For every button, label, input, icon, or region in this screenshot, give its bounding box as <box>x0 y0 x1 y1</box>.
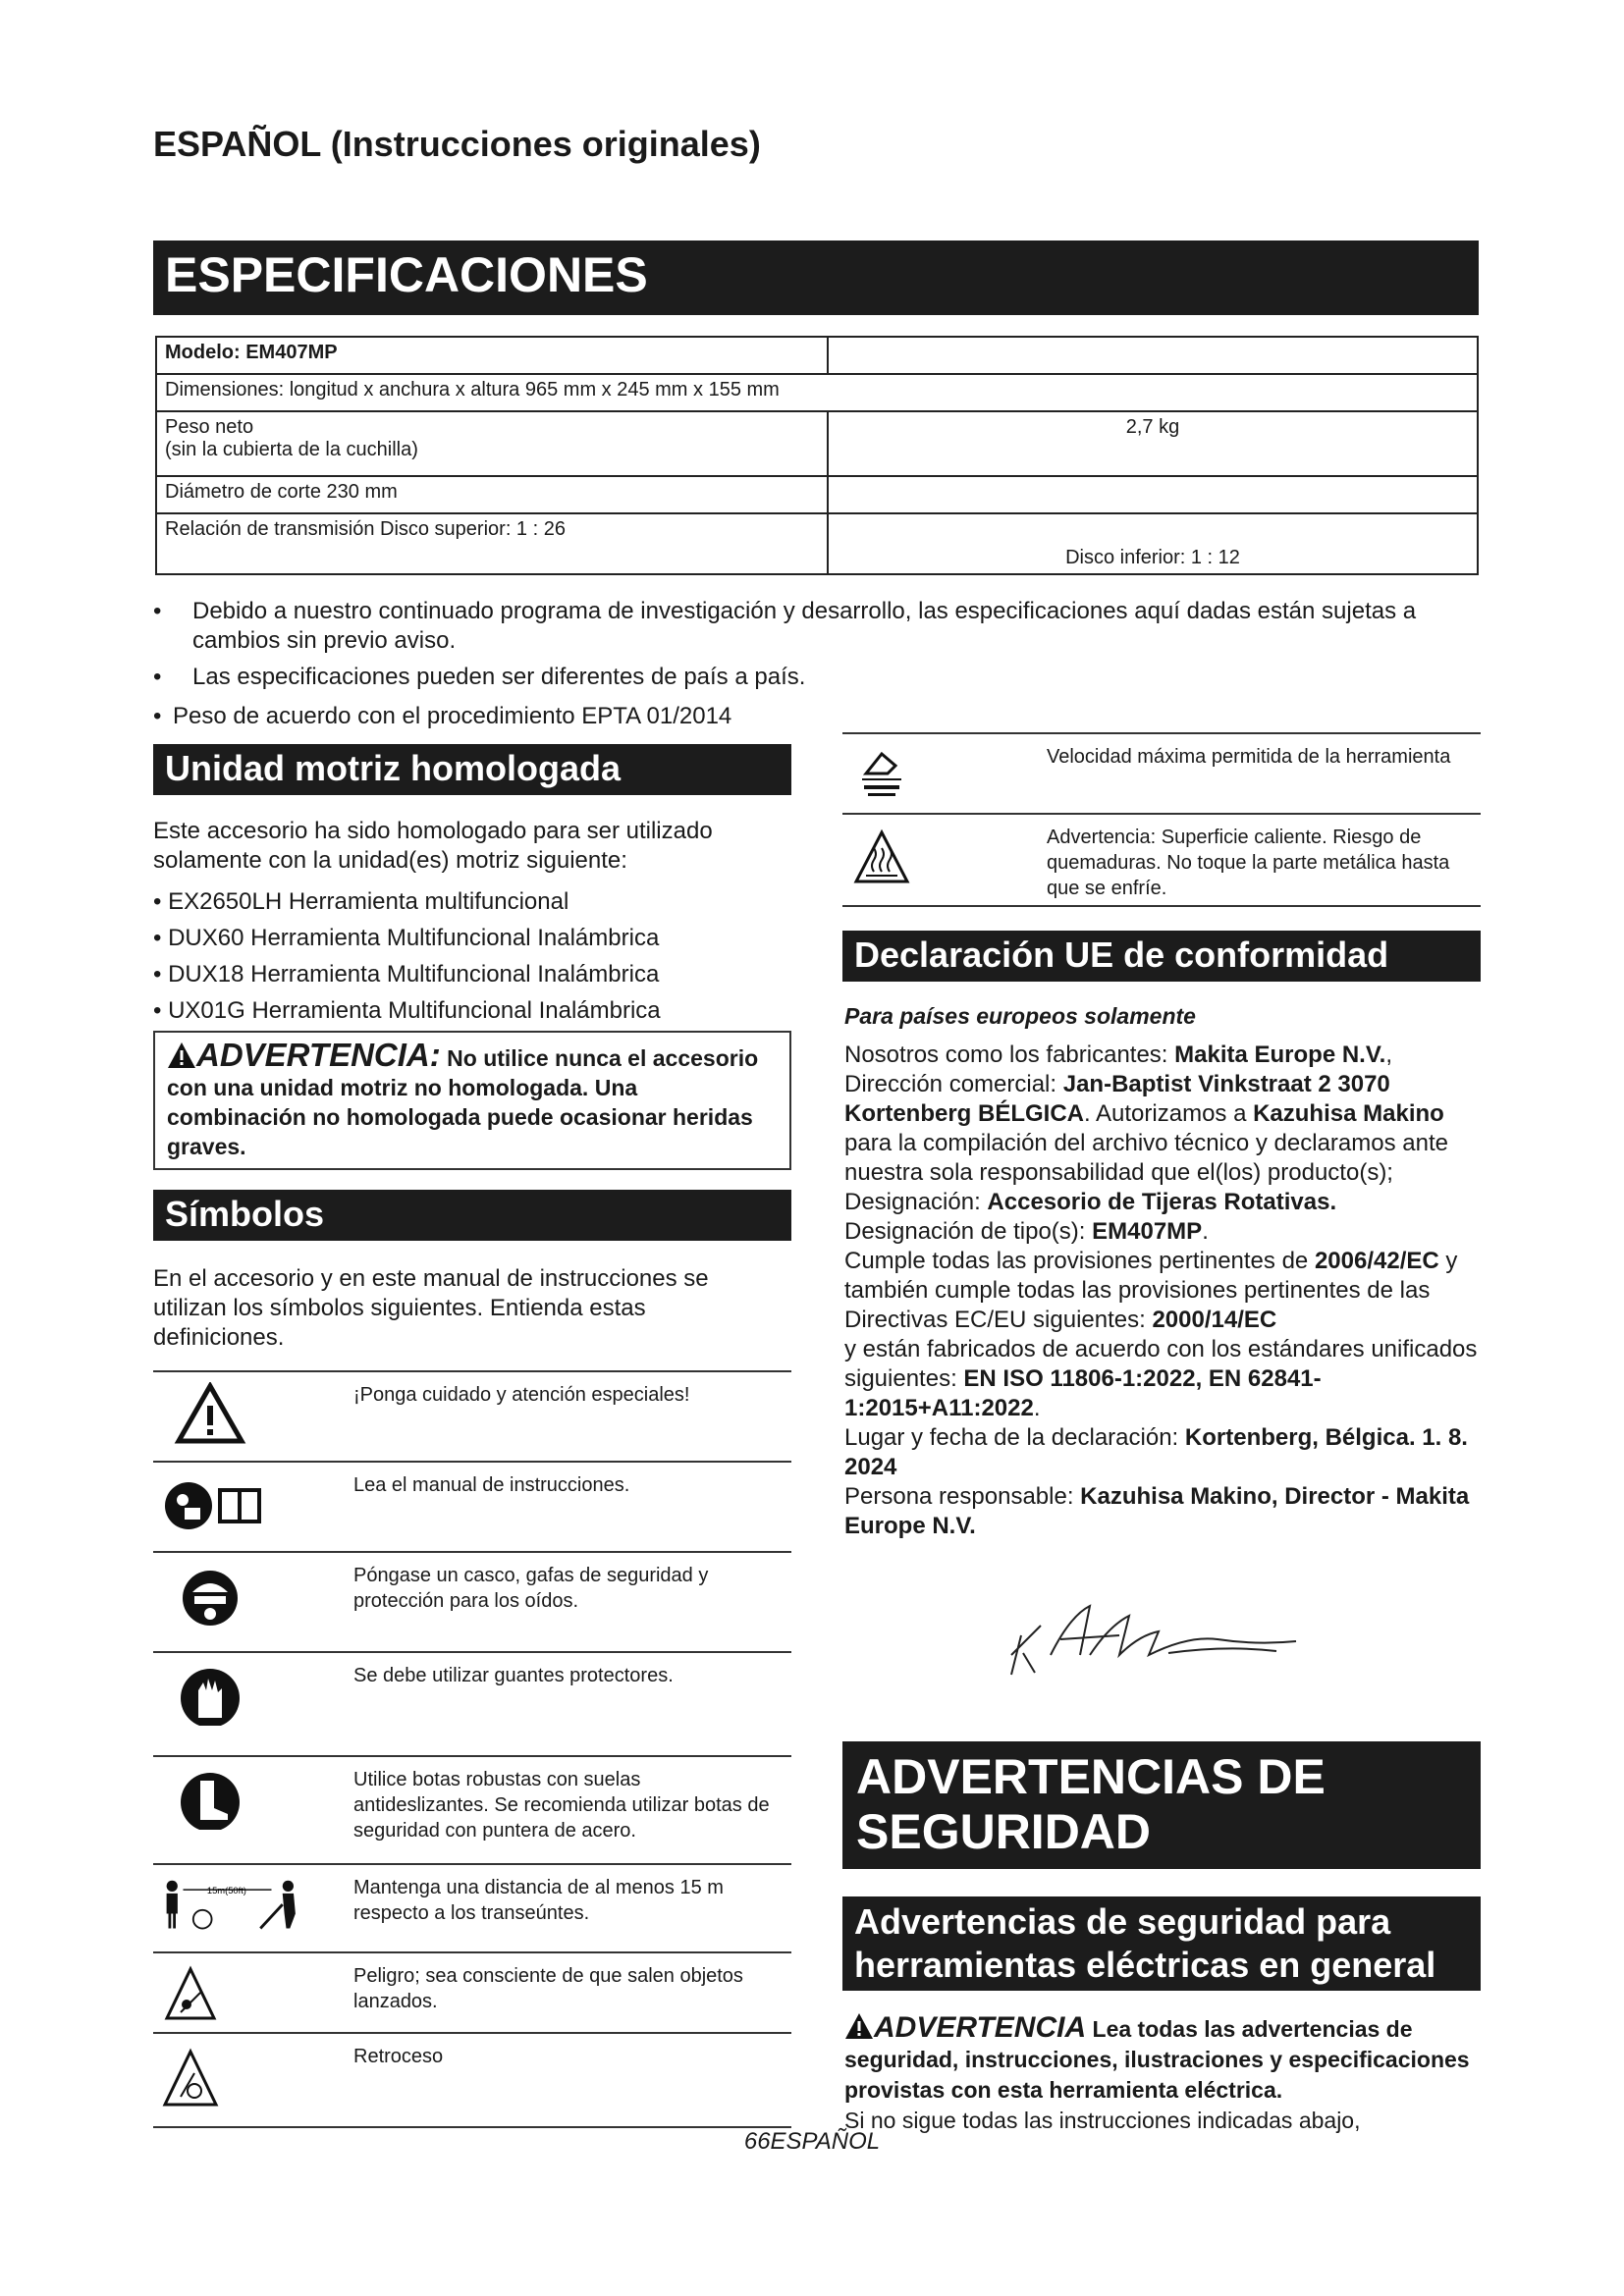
symbols-section-title: Símbolos <box>153 1190 791 1241</box>
declaration-responsible: Persona responsable: Kazuhisa Makino, Director - Makita Europe N.V. <box>844 1483 1470 1539</box>
symbol-row: Peligro; sea consciente de que salen objetos lanzados. <box>153 1951 791 2032</box>
distance-icon <box>161 1875 308 1938</box>
page-language-title: ESPAÑOL (Instrucciones originales) <box>153 124 761 164</box>
max-speed-icon <box>852 744 911 803</box>
spec-cell <box>828 476 1478 513</box>
safety-warning <box>844 2012 1483 2136</box>
gloves-icon <box>161 1663 269 1726</box>
motor-list <box>153 883 791 1029</box>
spec-cell: Dimensiones: longitud x anchura x altura 965 mm x 245 mm x 155 mm <box>156 374 1478 411</box>
warning-heading: ADVERTENCIA: <box>196 1037 441 1073</box>
table-row <box>156 476 1478 513</box>
declaration-subtitle: Para países europeos solamente <box>844 1003 1196 1029</box>
spec-cell: Relación de transmisión Disco superior: 1 : 26 <box>156 513 828 574</box>
warning-triangle-icon <box>844 2012 874 2040</box>
thrown-objects-icon <box>161 1963 269 2026</box>
table-row <box>156 411 1478 476</box>
svg-text:15m(50ft): 15m(50ft) <box>206 1885 246 1896</box>
motor-warning-box <box>153 1031 791 1170</box>
list-item: • UX01G Herramienta Multifuncional Inalámbrica <box>153 997 661 1024</box>
right-symbols-table <box>842 732 1481 907</box>
declaration-body <box>844 1041 1483 1541</box>
specifications-title: ESPECIFICACIONES <box>153 240 1479 315</box>
hot-surface-icon <box>852 828 911 887</box>
symbols-intro: En el accesorio y en este manual de instrucciones se utilizan los símbolos siguientes. Entienda estas definiciones. <box>153 1265 709 1351</box>
spec-cell: 2,7 kg <box>828 411 1478 476</box>
spec-cell: Peso neto (sin la cubierta de la cuchilla) <box>156 411 828 476</box>
symbol-row: Lea el manual de instrucciones. <box>153 1461 791 1551</box>
specifications-table <box>155 336 1479 575</box>
spec-cell: Disco inferior: 1 : 12 <box>828 513 1478 574</box>
safety-title: ADVERTENCIAS DE SEGURIDAD <box>842 1741 1481 1869</box>
declaration-manufacturer: Nosotros como los fabricantes: Makita Europe N.V., Dirección comercial: Jan-Baptist Vinkstraat 2 3070 Kortenberg BÉLGICA. Autorizamos a Kazuhisa Makino para la compilación del archivo técnico y declaramos ante nuestra sola responsabilidad que el(los) producto(s); <box>844 1041 1448 1186</box>
spec-note: • Debido a nuestro continuado programa de investigación y desarrollo, las especificaciones aquí dadas están sujetas a cambios sin previo aviso. <box>153 598 1417 654</box>
symbol-row: Velocidad máxima permitida de la herramienta <box>842 732 1481 813</box>
safety-subtitle: Advertencias de seguridad para herramientas eléctricas en general <box>842 1896 1481 1991</box>
motor-section-title: Unidad motriz homologada <box>153 744 791 795</box>
warning-text: Lea todas las advertencias de seguridad, instrucciones, ilustraciones y especificaciones provistas con esta herramienta eléctrica. <box>844 2016 1470 2103</box>
symbol-row: ¡Ponga cuidado y atención especiales! <box>153 1370 791 1461</box>
symbol-row: Utilice botas robustas con suelas antideslizantes. Se recomienda utilizar botas de seguridad con puntera de acero. <box>153 1755 791 1863</box>
symbol-row: 15m(50ft) Mantenga una distancia de al menos 15 m respecto a los transeúntes. <box>153 1863 791 1951</box>
symbol-row: Póngase un casco, gafas de seguridad y protección para los oídos. <box>153 1551 791 1651</box>
declaration-designation: Designación: Accesorio de Tijeras Rotativas. <box>844 1189 1337 1215</box>
declaration-place-date: Lugar y fecha de la declaración: Kortenberg, Bélgica. 1. 8. 2024 <box>844 1424 1468 1480</box>
list-item: • DUX60 Herramienta Multifuncional Inalámbrica <box>153 925 660 951</box>
list-item: • DUX18 Herramienta Multifuncional Inalámbrica <box>153 961 660 988</box>
spec-cell <box>828 337 1478 374</box>
boots-icon <box>161 1767 269 1830</box>
table-row <box>156 374 1478 411</box>
declaration-section-title: Declaración UE de conformidad <box>842 931 1481 982</box>
kickback-icon <box>161 2048 269 2110</box>
warning-triangle-icon <box>161 1382 269 1445</box>
motor-intro: Este accesorio ha sido homologado para ser utilizado solamente con la unidad(es) motriz siguiente: <box>153 818 713 874</box>
page-footer: 66ESPAÑOL <box>743 2128 881 2155</box>
warning-text: No utilice nunca el accesorio con una unidad motriz no homologada. Una combinación no homologada puede ocasionar heridas graves. <box>167 1045 759 1159</box>
warning-heading: ADVERTENCIA <box>874 2011 1087 2044</box>
list-item: • EX2650LH Herramienta multifuncional <box>153 888 569 915</box>
spec-cell: Diámetro de corte 230 mm <box>156 476 828 513</box>
signature-image <box>1001 1596 1316 1684</box>
spec-note: • Las especificaciones pueden ser diferentes de país a país. <box>153 664 806 690</box>
symbols-table <box>153 1370 791 2128</box>
table-row <box>156 513 1478 574</box>
spec-cell: Modelo: EM407MP <box>156 337 828 374</box>
symbol-row: Advertencia: Superficie caliente. Riesgo de quemaduras. No toque la parte metálica hasta que se enfríe. <box>842 813 1481 907</box>
declaration-compliance: Cumple todas las provisiones pertinentes de 2006/42/EC y también cumple todas las provisiones pertinentes de las Directivas EC/EU siguientes: 2000/14/EC <box>844 1248 1458 1333</box>
declaration-standards: y están fabricados de acuerdo con los estándares unificados siguientes: EN ISO 11806-1:2022, EN 62841-1:2015+A11:2022. <box>844 1336 1478 1421</box>
table-row <box>156 337 1478 374</box>
declaration-model: Designación de tipo(s): EM407MP. <box>844 1218 1209 1245</box>
symbol-row: Retroceso <box>153 2032 791 2128</box>
helmet-goggles-ear-icon <box>161 1563 269 1626</box>
read-manual-icon <box>161 1472 269 1535</box>
symbol-row: Se debe utilizar guantes protectores. <box>153 1651 791 1755</box>
safety-tail-text: Si no sigue todas las instrucciones indicadas abajo, <box>844 2108 1361 2133</box>
spec-note: • Peso de acuerdo con el procedimiento EPTA 01/2014 <box>153 703 732 729</box>
warning-triangle-icon <box>167 1041 196 1069</box>
